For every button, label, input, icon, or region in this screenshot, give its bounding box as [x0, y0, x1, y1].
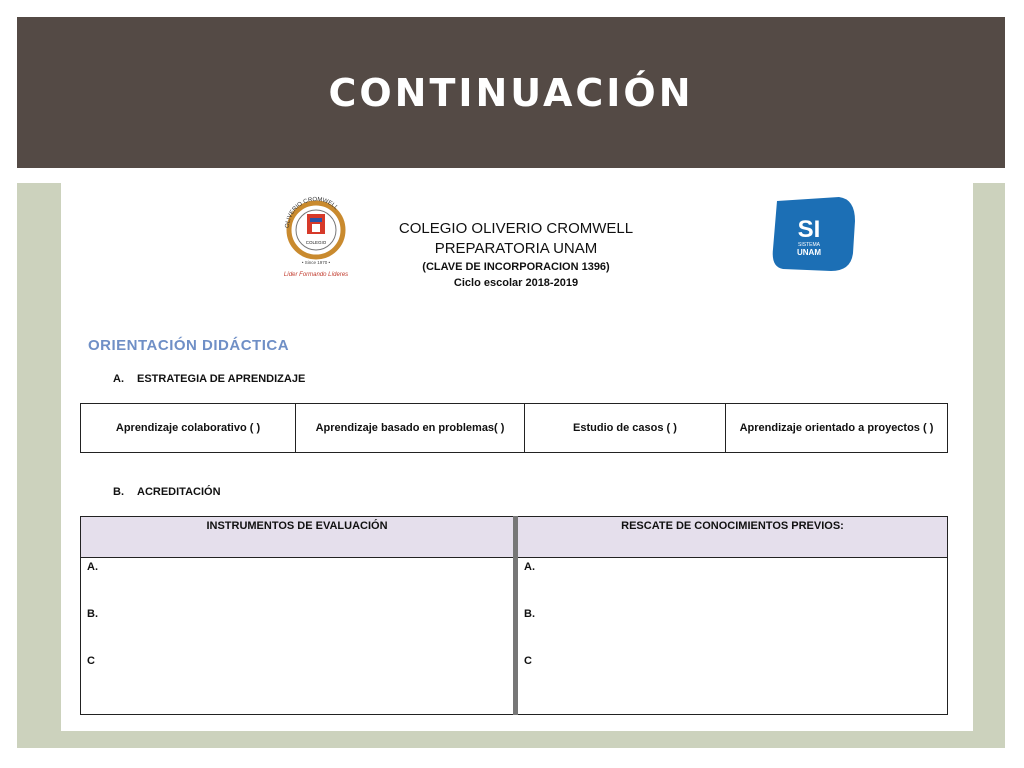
list-item: C — [524, 655, 532, 667]
list-item: B. — [87, 608, 98, 620]
school-name: COLEGIO OLIVERIO CROMWELL — [398, 220, 634, 237]
svg-text:• Since 1970 •: • Since 1970 • — [301, 260, 331, 265]
svg-text:UNAM: UNAM — [797, 248, 821, 257]
strategy-option[interactable]: Aprendizaje basado en problemas( ) — [296, 404, 525, 453]
slide-title: CONTINUACIÓN — [328, 70, 694, 115]
strategy-option[interactable]: Aprendizaje orientado a proyectos ( ) — [726, 404, 948, 453]
svg-text:OLIVERIO CROMWELL: OLIVERIO CROMWELL — [284, 196, 339, 229]
list-item: C — [87, 655, 95, 667]
prior-knowledge-header: RESCATE DE CONOCIMIENTOS PREVIOS: — [516, 517, 948, 558]
list-item: A. — [87, 561, 98, 573]
section-title: ORIENTACIÓN DIDÁCTICA — [88, 337, 290, 354]
list-item: A. — [524, 561, 535, 573]
accreditation-heading: B. ACREDITACIÓN — [113, 486, 221, 498]
strategy-table — [80, 403, 948, 453]
school-header — [361, 219, 671, 291]
svg-text:SISTEMA: SISTEMA — [798, 242, 820, 248]
strategy-heading: A. ESTRATEGIA DE APRENDIZAJE — [113, 373, 306, 385]
document-image — [61, 183, 973, 731]
strategy-option[interactable]: Aprendizaje colaborativo ( ) — [81, 404, 296, 453]
school-year: Ciclo escolar 2018-2019 — [453, 277, 579, 289]
accreditation-table — [80, 516, 948, 715]
incorporation-key: (CLAVE DE INCORPORACION 1396) — [422, 261, 610, 273]
si-unam-logo — [769, 193, 857, 273]
svg-text:COLEGIO: COLEGIO — [305, 240, 327, 245]
evaluation-instruments-header: INSTRUMENTOS DE EVALUACIÓN — [81, 517, 516, 558]
svg-text:SI: SI — [797, 216, 821, 243]
slide-title-bar — [17, 17, 1005, 168]
school-program: PREPARATORIA UNAM — [434, 240, 598, 257]
list-item: B. — [524, 608, 535, 620]
strategy-option[interactable]: Estudio de casos ( ) — [525, 404, 726, 453]
prior-knowledge-cell[interactable] — [516, 558, 948, 715]
school-logo — [279, 186, 353, 282]
svg-text:Líder Formando Líderes: Líder Formando Líderes — [283, 272, 349, 278]
evaluation-instruments-cell[interactable] — [81, 558, 516, 715]
